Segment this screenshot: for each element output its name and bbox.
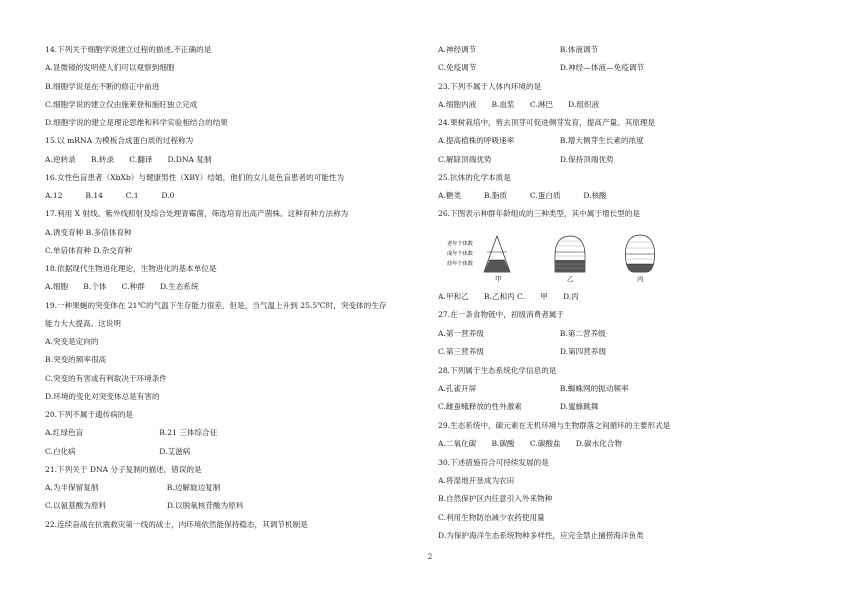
label-young: 幼年个体数 (447, 261, 473, 267)
text-line: 30.下述措施符合可持续发展的是 (438, 457, 549, 467)
text-line: A.神经调节 B.体液调节 (438, 45, 599, 54)
text-line: B.突变的频率很高 (45, 355, 107, 365)
text-line: C.以氨基酸为原料 D.以脱氧核苷酸为原料 (45, 501, 244, 511)
text-line: C.单倍体育种 D.杂交育种 (45, 245, 132, 255)
text-line: 28.下列属于生态系统化学信息的是 (438, 365, 557, 375)
text-line: D.环境的变化对突变体总是有害的 (45, 391, 160, 401)
text-line: 20.下列不属于遗传病的是 (45, 410, 134, 419)
text-line: A.为半保留复制 B.边解旋边复制 (45, 483, 221, 492)
text-line: B.细胞学说是在不断的修正中前进 (45, 81, 160, 91)
text-line: 29.生态系统中，碳元素在无机环境与生物群落之间循环的主要形式是 (438, 420, 671, 430)
text-line: 22.连续奋战在抗震救灾第一线的战士，内环境依然能保持稳态，其调节机制是 (45, 519, 308, 529)
population-age-pyramids-figure (438, 232, 668, 288)
caption-jia: 甲 (495, 275, 502, 283)
text-line: C.细胞学说的建立仅由施莱登和施旺独立完成 (45, 99, 198, 109)
text-line: A.孔雀开屏 B.蜘蛛网的振动频率 (438, 384, 629, 393)
text-line: C.雌蚕蛾释放的性外激素 D.蜜蜂跳舞 (438, 402, 599, 412)
text-line: A.诱变育种 B.多倍体育种 (45, 227, 132, 237)
text-line: A.红绿色盲 B.21 三体综合征 (45, 428, 218, 438)
text-line: 16.女性色盲患者（XbXb）与健康男性（XBY）结婚，他们的女儿是色盲患者的可能性为 (45, 172, 345, 182)
text-line: B.自然保护区内任意引入外来物种 (438, 494, 553, 504)
text-line: D.细胞学说的建立是理论思维和科学实验相结合的结果 (45, 118, 228, 127)
page-number: 2 (427, 553, 433, 561)
caption-yi: 乙 (567, 275, 574, 283)
pyramid-yi-icon (555, 236, 585, 272)
text-line: C.免疫调节 D.神经—体液—免疫调节 (438, 63, 645, 73)
text-line: C.第三营养级 D.第四营养级 (438, 347, 607, 357)
text-line: A.将湿地开垦成为农田 (438, 476, 515, 485)
age-pyramid-diagrams (438, 232, 668, 288)
text-line: A.细胞内液 B.血浆 C.淋巴 D.组织液 (438, 99, 600, 109)
text-line: A.12 B.14 C.1 D.0 (45, 191, 175, 200)
text-line: 23.下列不属于人体内环境的是 (438, 81, 542, 91)
text-line: 25.抗体的化学本质是 (438, 172, 511, 182)
pyramid-bing-icon (625, 235, 654, 272)
text-line: 14.下列关于细胞学说建立过程的描述,不正确的是 (45, 45, 212, 54)
text-line: 19.一种果蝇的突变体在 21℃的气温下生存能力很差，但是，当气温上升到 25.5℃时，突变体的生存 (45, 300, 387, 310)
text-line: A.细胞 B.个体 C.种群 D.生态系统 (45, 282, 199, 292)
text-line: 21.下列关于 DNA 分子复制的描述，错误的是 (45, 464, 202, 474)
text-line: A.甲和乙 B.乙和丙 C. 甲 D.丙 (438, 292, 579, 301)
label-old: 老年个体数 (447, 241, 473, 247)
label-adult: 成年个体数 (447, 251, 473, 257)
text-line: 18.依据现代生物进化理论，生物进化的基本单位是 (45, 264, 217, 273)
text-line: A.提高植株的呼吸速率 B.增大侧芽生长素的浓度 (438, 136, 644, 146)
caption-bing: 丙 (637, 275, 644, 283)
text-line: C.突变的有害或有利取决于环境条件 (45, 373, 167, 383)
pyramid-jia-icon (484, 236, 510, 272)
text-line: A.糖类 B.脂质 C.蛋白质 D.核酸 (438, 191, 607, 200)
text-line: A.二氧化碳 B.碳酸 C.碳酸盐 D.碳水化合物 (438, 439, 622, 449)
text-line: 能力大大提高。这说明 (45, 318, 121, 328)
text-line: A.逆转录 B.转录 C.翻译 D.DNA 复制 (45, 154, 212, 164)
text-line: A.第一营养级 B.第二营养级 (438, 328, 606, 338)
text-line: D.为保护海洋生态系统物种多样性，应完全禁止捕捞海洋鱼类 (438, 531, 644, 541)
text-line: 17.利用 X 射线、紫外线照射及综合处理青霉菌，筛选培育出高产菌株。这种育种方法称为 (45, 209, 349, 219)
text-line: 15.以 mRNA 为模板合成蛋白质的过程称为 (45, 136, 194, 146)
text-line: A.突变是定向的 (45, 337, 99, 346)
text-line: A.显微镜的发明使人们可以观察到细胞 (45, 63, 175, 73)
text-line: 27.在一条食物链中，初级消费者属于 (438, 310, 564, 320)
text-line: C.解除顶端优势 D.保持顶端优势 (438, 154, 614, 164)
text-line: C.利用生物防治减少农药使用量 (438, 512, 545, 522)
text-line: 24.果树栽培中，剪去顶芽可促进侧芽发育，提高产量。其原理是 (438, 118, 656, 127)
text-line: 26.下图表示种群年龄组成的三种类型，其中属于增长型的是 (438, 209, 640, 219)
text-line: C.白化病 D.艾滋病 (45, 446, 191, 456)
